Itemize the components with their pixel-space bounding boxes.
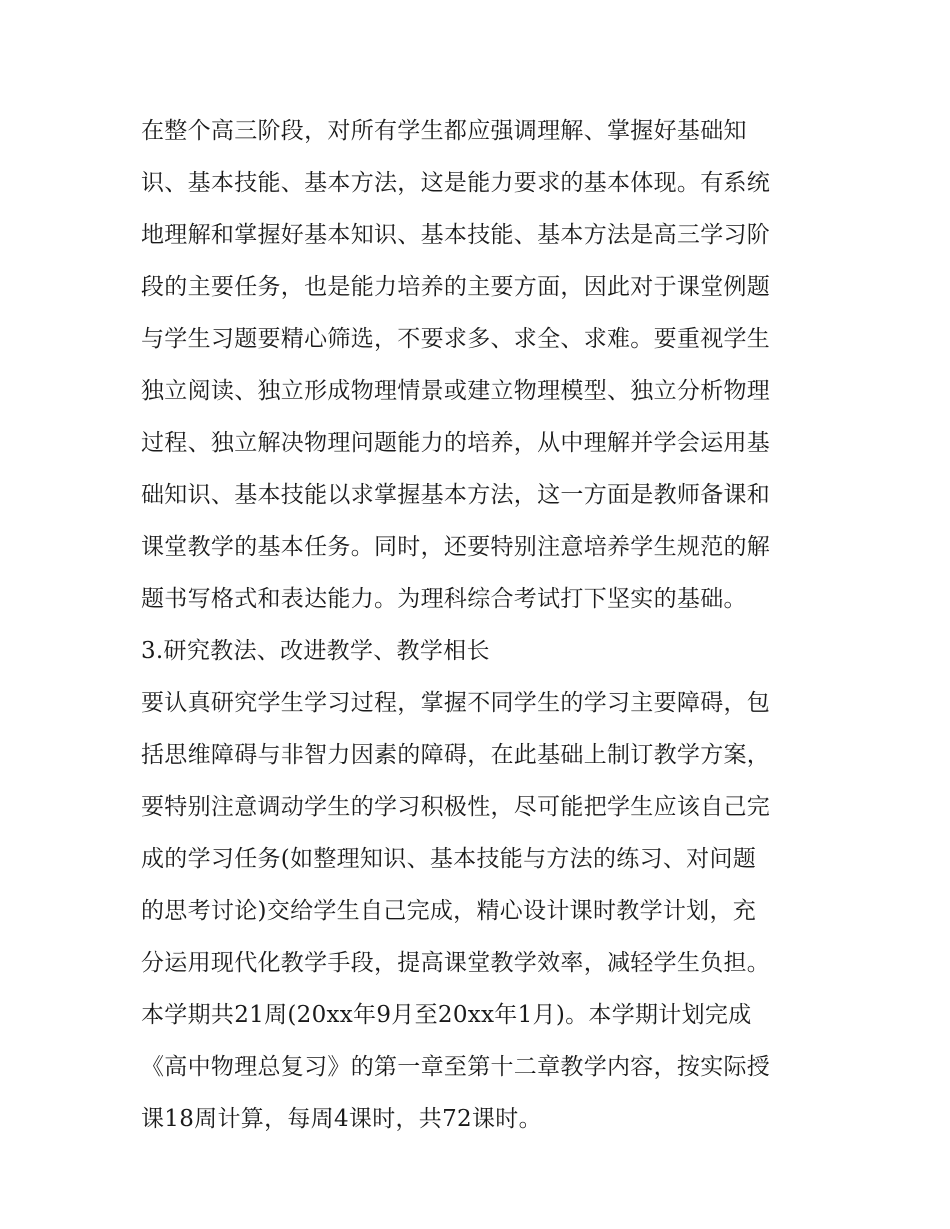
text-line: 段的主要任务，也是能力培养的主要方面，因此对于课堂例题	[141, 274, 771, 300]
text-line: 括思维障碍与非智力因素的障碍，在此基础上制订教学方案，	[141, 742, 771, 768]
text-line: 课18周计算，每周4课时，共72课时。	[141, 1106, 542, 1132]
text-line: 课堂教学的基本任务。同时，还要特别注意培养学生规范的解	[141, 534, 771, 560]
text-line: 本学期共21周(20xx年9月至20xx年1月)。本学期计划完成	[141, 1002, 752, 1028]
text-line: 要特别注意调动学生的学习积极性，尽可能把学生应该自己完	[141, 794, 771, 820]
text-line: 与学生习题要精心筛选，不要求多、求全、求难。要重视学生	[141, 326, 771, 352]
text-line: 《高中物理总复习》的第一章至第十二章教学内容，按实际授	[141, 1054, 771, 1080]
text-line: 过程、独立解决物理问题能力的培养，从中理解并学会运用基	[141, 430, 771, 456]
text-line: 要认真研究学生学习过程，掌握不同学生的学习主要障碍，包	[141, 690, 771, 716]
text-line: 地理解和掌握好基本知识、基本技能、基本方法是高三学习阶	[141, 222, 771, 248]
text-line: 在整个高三阶段，对所有学生都应强调理解、掌握好基础知	[141, 118, 747, 144]
document-body	[141, 105, 821, 1145]
text-line: 成的学习任务(如整理知识、基本技能与方法的练习、对问题	[141, 846, 757, 872]
text-line: 识、基本技能、基本方法，这是能力要求的基本体现。有系统	[141, 170, 771, 196]
text-line: 独立阅读、独立形成物理情景或建立物理模型、独立分析物理	[141, 378, 771, 404]
text-line: 分运用现代化教学手段，提高课堂教学效率，减轻学生负担。	[141, 950, 771, 976]
text-line: 题书写格式和表达能力。为理科综合考试打下坚实的基础。	[141, 586, 747, 612]
section-heading: 3.研究教法、改进教学、教学相长	[141, 638, 490, 664]
text-line: 的思考讨论)交给学生自己完成，精心设计课时教学计划，充	[141, 898, 757, 924]
text-line: 础知识、基本技能以求掌握基本方法，这一方面是教师备课和	[141, 482, 771, 508]
